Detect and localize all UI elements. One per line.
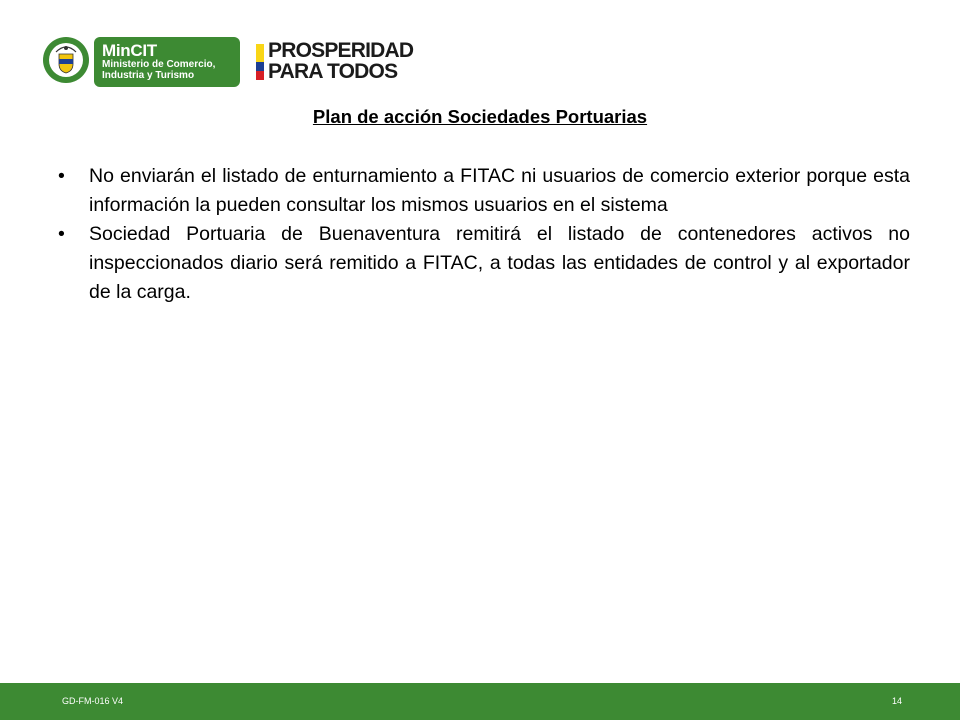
prosperidad-line1: PROSPERIDAD <box>268 39 414 62</box>
colombia-seal-icon <box>42 36 90 84</box>
document-code: GD-FM-016 V4 <box>62 696 124 706</box>
list-item <box>58 220 910 307</box>
prosperidad-logo <box>256 40 428 84</box>
prosperidad-text <box>268 40 413 82</box>
bullet-list <box>58 162 910 307</box>
page-title: Plan de acción Sociedades Portuarias <box>312 106 648 127</box>
bullet-icon: • <box>58 223 65 245</box>
prosperidad-line2: PARA TODOS <box>268 60 398 83</box>
bullet-text: No enviarán el listado de enturnamiento a FITAC ni usuarios de comercio exterior porque esta información la pueden consultar los mismos usuarios en el sistema <box>89 165 910 216</box>
list-item <box>58 162 910 220</box>
mincit-logo <box>94 37 240 87</box>
bullet-text: Sociedad Portuaria de Buenaventura remitirá el listado de contenedores activos no inspeccionados diario será remitido a FITAC, a todas las entidades de control y al exportador de la carga. <box>89 223 910 303</box>
footer-bar <box>0 683 960 720</box>
page-number: 14 <box>891 696 902 706</box>
bullet-icon: • <box>58 165 65 187</box>
flag-stripe-icon <box>256 44 264 80</box>
mincit-name: MinCIT <box>102 41 157 60</box>
mincit-subtitle: Ministerio de Comercio, Industria y Turismo <box>102 59 216 81</box>
